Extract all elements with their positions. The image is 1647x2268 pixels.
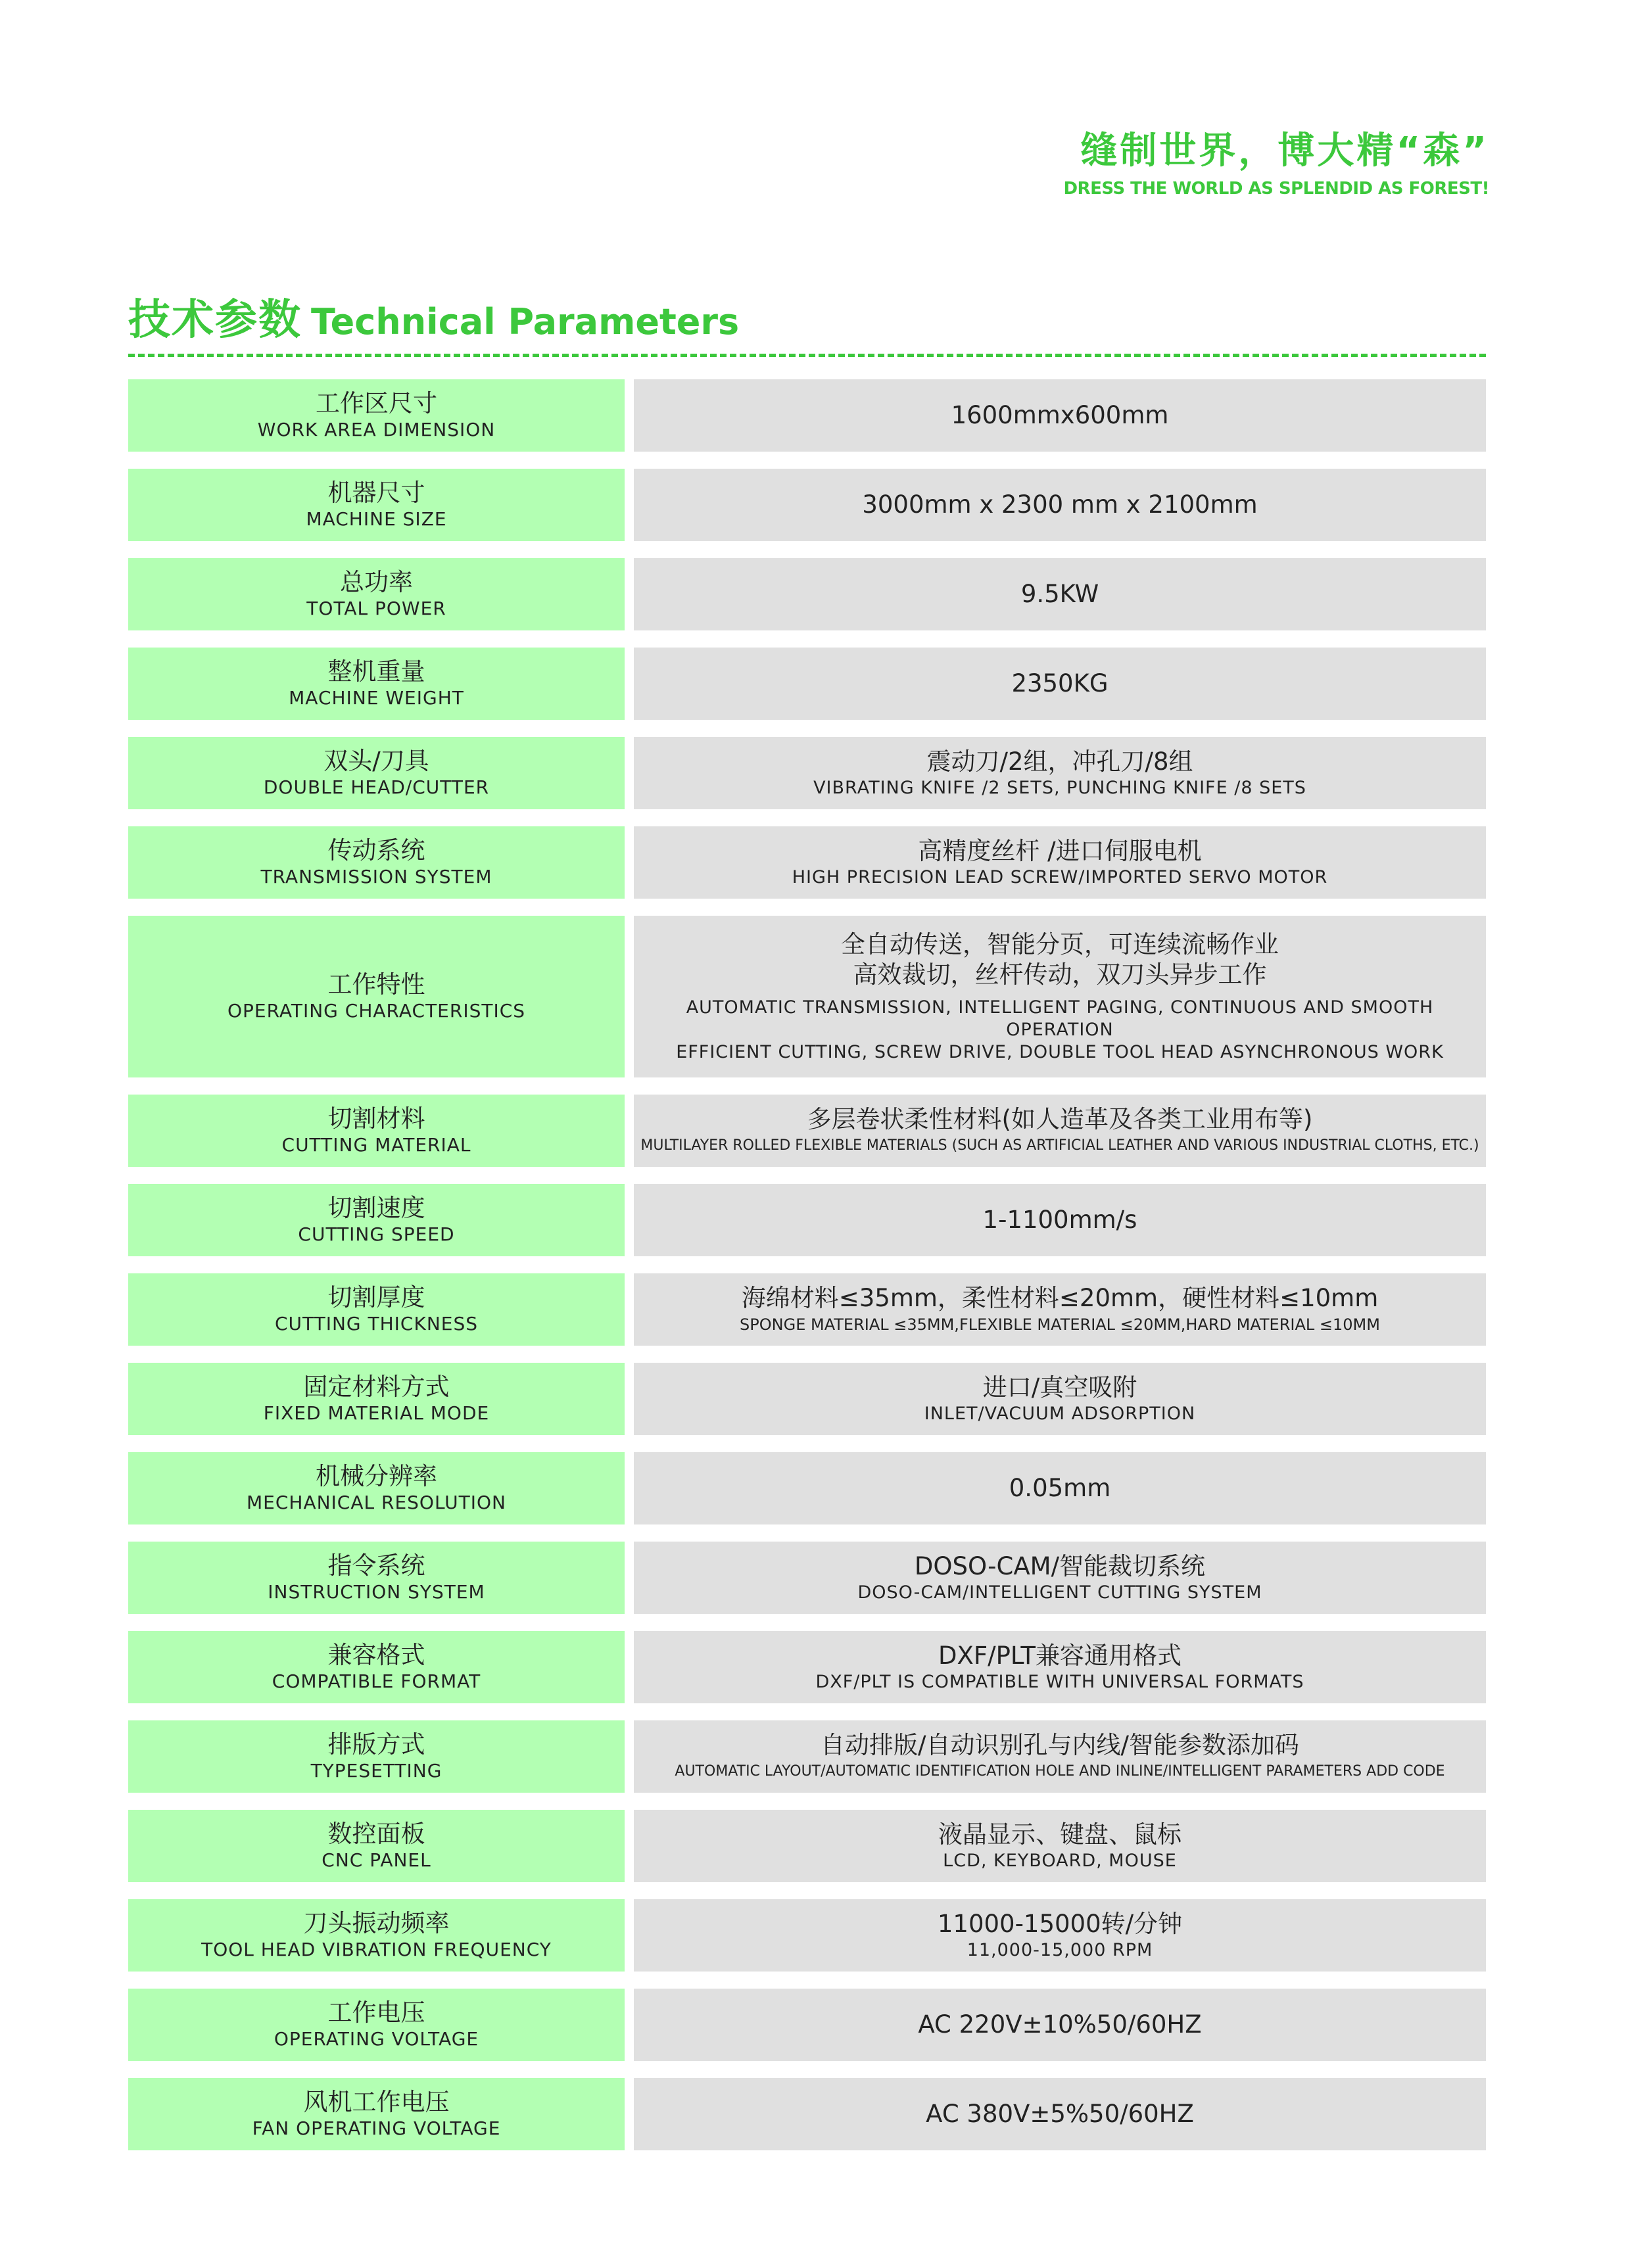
parameter-value bbox=[634, 1542, 1486, 1614]
table-row bbox=[128, 379, 1486, 452]
parameter-value bbox=[634, 2078, 1486, 2150]
label-chinese: 指令系统 bbox=[327, 1551, 425, 1580]
label-chinese: 切割材料 bbox=[327, 1104, 425, 1133]
label-english: OPERATING VOLTAGE bbox=[274, 2028, 479, 2050]
parameter-label bbox=[128, 1989, 625, 2061]
table-row bbox=[128, 1273, 1486, 1346]
label-chinese: 兼容格式 bbox=[327, 1641, 425, 1669]
table-row bbox=[128, 1810, 1486, 1882]
parameter-value bbox=[634, 1631, 1486, 1703]
value-text: 3000mm x 2300 mm x 2100mm bbox=[862, 490, 1258, 519]
value-english: VIBRATING KNIFE /2 SETS, PUNCHING KNIFE /8 SETS bbox=[813, 778, 1306, 798]
value-english: INLET/VACUUM ADSORPTION bbox=[924, 1404, 1196, 1424]
value-english-line-2: EFFICIENT CUTTING, SCREW DRIVE, DOUBLE TOOL HEAD ASYNCHRONOUS WORK bbox=[676, 1042, 1444, 1062]
value-english: AUTOMATIC LAYOUT/AUTOMATIC IDENTIFICATION HOLE AND INLINE/INTELLIGENT PARAMETERS ADD CODE bbox=[675, 1763, 1445, 1780]
label-chinese: 切割厚度 bbox=[327, 1283, 425, 1311]
parameter-label bbox=[128, 826, 625, 899]
slogan bbox=[1063, 128, 1489, 201]
label-english: MACHINE WEIGHT bbox=[289, 687, 464, 709]
label-chinese: 固定材料方式 bbox=[303, 1373, 450, 1401]
label-chinese: 切割速度 bbox=[327, 1194, 425, 1222]
label-chinese: 机械分辨率 bbox=[316, 1462, 437, 1490]
value-text: AC 380V±5%50/60HZ bbox=[926, 2100, 1194, 2128]
label-chinese: 整机重量 bbox=[327, 657, 425, 686]
label-chinese: 双头/刀具 bbox=[323, 747, 429, 775]
table-row bbox=[128, 1542, 1486, 1614]
label-english: INSTRUCTION SYSTEM bbox=[268, 1581, 485, 1603]
parameter-value bbox=[634, 1452, 1486, 1524]
value-text: 2350KG bbox=[1011, 669, 1109, 697]
slogan-english: DRESS THE WORLD AS SPLENDID AS FOREST! bbox=[1063, 179, 1489, 199]
label-english: OPERATING CHARACTERISTICS bbox=[227, 1000, 526, 1022]
value-chinese: 高精度丝杆 /进口伺服电机 bbox=[918, 837, 1202, 865]
value-chinese: 自动排版/自动识别孔与内线/智能参数添加码 bbox=[821, 1731, 1299, 1759]
value-english: MULTILAYER ROLLED FLEXIBLE MATERIALS (SUCH AS ARTIFICIAL LEATHER AND VARIOUS INDUSTRIAL CLOTHS, ETC.) bbox=[640, 1137, 1479, 1154]
label-english: FIXED MATERIAL MODE bbox=[263, 1402, 490, 1424]
label-chinese: 总功率 bbox=[340, 568, 413, 596]
label-chinese: 工作区尺寸 bbox=[316, 389, 437, 417]
label-chinese: 传动系统 bbox=[327, 836, 425, 864]
table-row bbox=[128, 1095, 1486, 1167]
parameter-value bbox=[634, 558, 1486, 630]
value-chinese: 全自动传送，智能分页，可连续流畅作业 bbox=[841, 930, 1279, 958]
parameter-value bbox=[634, 469, 1486, 541]
label-chinese: 数控面板 bbox=[327, 1820, 425, 1848]
table-row bbox=[128, 1363, 1486, 1435]
value-english: AUTOMATIC TRANSMISSION, INTELLIGENT PAGING, CONTINUOUS AND SMOOTH OPERATION bbox=[686, 997, 1434, 1040]
value-chinese: DXF/PLT兼容通用格式 bbox=[938, 1642, 1182, 1670]
parameter-label bbox=[128, 2078, 625, 2150]
table-row bbox=[128, 1631, 1486, 1703]
value-chinese-line-2: 高效裁切，丝杆传动，双刀头异步工作 bbox=[853, 960, 1267, 989]
parameter-label bbox=[128, 1542, 625, 1614]
label-english: WORK AREA DIMENSION bbox=[257, 419, 496, 440]
parameter-label bbox=[128, 469, 625, 541]
label-english: FAN OPERATING VOLTAGE bbox=[252, 2117, 501, 2139]
parameter-label bbox=[128, 379, 625, 452]
value-english: DXF/PLT IS COMPATIBLE WITH UNIVERSAL FORMATS bbox=[815, 1672, 1304, 1692]
parameter-value bbox=[634, 826, 1486, 899]
table-row bbox=[128, 826, 1486, 899]
parameter-value bbox=[634, 648, 1486, 720]
parameter-value bbox=[634, 1184, 1486, 1256]
parameter-value bbox=[634, 1899, 1486, 1972]
parameter-label bbox=[128, 1095, 625, 1167]
section-title bbox=[128, 286, 739, 346]
value-chinese: DOSO-CAM/智能裁切系统 bbox=[914, 1552, 1206, 1580]
value-english: 11,000-15,000 RPM bbox=[967, 1940, 1153, 1960]
value-english: LCD, KEYBOARD, MOUSE bbox=[943, 1851, 1177, 1871]
table-row bbox=[128, 1989, 1486, 2061]
table-row bbox=[128, 1184, 1486, 1256]
label-english: CNC PANEL bbox=[322, 1849, 431, 1871]
label-chinese: 工作特性 bbox=[327, 970, 425, 999]
value-chinese: 进口/真空吸附 bbox=[982, 1373, 1137, 1402]
label-english: TRANSMISSION SYSTEM bbox=[260, 866, 492, 887]
table-row bbox=[128, 558, 1486, 630]
value-text: AC 220V±10%50/60HZ bbox=[918, 2010, 1202, 2039]
table-row bbox=[128, 469, 1486, 541]
table-row bbox=[128, 648, 1486, 720]
parameter-label bbox=[128, 1452, 625, 1524]
parameter-value bbox=[634, 1095, 1486, 1167]
value-text: 1600mmx600mm bbox=[951, 401, 1169, 429]
table-row bbox=[128, 1452, 1486, 1524]
value-chinese: 多层卷状柔性材料(如人造革及各类工业用布等) bbox=[807, 1105, 1313, 1133]
value-english: DOSO-CAM/INTELLIGENT CUTTING SYSTEM bbox=[857, 1582, 1262, 1603]
parameter-label bbox=[128, 1720, 625, 1793]
table-row bbox=[128, 916, 1486, 1077]
label-english: DOUBLE HEAD/CUTTER bbox=[263, 776, 490, 798]
table-row bbox=[128, 737, 1486, 809]
label-english: MACHINE SIZE bbox=[306, 508, 447, 530]
parameter-value bbox=[634, 737, 1486, 809]
parameter-label bbox=[128, 1184, 625, 1256]
label-english: CUTTING THICKNESS bbox=[274, 1313, 479, 1335]
parameter-value bbox=[634, 1810, 1486, 1882]
value-text: 9.5KW bbox=[1020, 580, 1099, 608]
value-english: HIGH PRECISION LEAD SCREW/IMPORTED SERVO MOTOR bbox=[792, 867, 1328, 887]
value-text: 0.05mm bbox=[1009, 1474, 1111, 1502]
table-row bbox=[128, 2078, 1486, 2150]
label-english: TOOL HEAD VIBRATION FREQUENCY bbox=[201, 1939, 552, 1960]
value-chinese: 海绵材料≤35mm，柔性材料≤20mm，硬性材料≤10mm bbox=[741, 1284, 1379, 1312]
label-chinese: 机器尺寸 bbox=[327, 479, 425, 507]
parameter-label bbox=[128, 1273, 625, 1346]
parameter-label bbox=[128, 737, 625, 809]
value-chinese: 11000-15000转/分钟 bbox=[937, 1910, 1183, 1938]
section-title-chinese: 技术参数 bbox=[128, 296, 302, 344]
parameter-value bbox=[634, 916, 1486, 1077]
value-text: 1-1100mm/s bbox=[982, 1206, 1137, 1234]
parameter-label bbox=[128, 558, 625, 630]
table-row bbox=[128, 1899, 1486, 1972]
slogan-chinese: 缝制世界，博大精“森” bbox=[1080, 130, 1489, 172]
label-english: COMPATIBLE FORMAT bbox=[272, 1670, 481, 1692]
label-chinese: 排版方式 bbox=[327, 1730, 425, 1759]
label-english: MECHANICAL RESOLUTION bbox=[246, 1492, 507, 1513]
value-chinese: 震动刀/2组，冲孔刀/8组 bbox=[926, 747, 1193, 776]
parameter-label bbox=[128, 1631, 625, 1703]
label-chinese: 工作电压 bbox=[327, 1998, 425, 2027]
label-english: CUTTING SPEED bbox=[298, 1223, 455, 1245]
label-english: TOTAL POWER bbox=[306, 598, 446, 619]
parameters-table bbox=[128, 379, 1486, 2167]
dashed-divider bbox=[128, 354, 1486, 357]
value-chinese: 液晶显示、键盘、鼠标 bbox=[938, 1820, 1182, 1849]
label-english: TYPESETTING bbox=[310, 1760, 442, 1782]
parameter-value bbox=[634, 1363, 1486, 1435]
parameter-value bbox=[634, 1273, 1486, 1346]
parameter-value bbox=[634, 1720, 1486, 1793]
parameter-label bbox=[128, 1363, 625, 1435]
parameter-value bbox=[634, 1989, 1486, 2061]
value-english: SPONGE MATERIAL ≤35MM,FLEXIBLE MATERIAL ≤20MM,HARD MATERIAL ≤10MM bbox=[740, 1315, 1380, 1334]
parameter-value bbox=[634, 379, 1486, 452]
label-chinese: 风机工作电压 bbox=[303, 2088, 450, 2116]
label-chinese: 刀头振动频率 bbox=[303, 1909, 450, 1937]
parameter-label bbox=[128, 648, 625, 720]
parameter-label bbox=[128, 1899, 625, 1972]
section-title-english: Technical Parameters bbox=[311, 301, 740, 343]
parameter-label bbox=[128, 916, 625, 1077]
table-row bbox=[128, 1720, 1486, 1793]
parameter-label bbox=[128, 1810, 625, 1882]
label-english: CUTTING MATERIAL bbox=[281, 1134, 471, 1156]
